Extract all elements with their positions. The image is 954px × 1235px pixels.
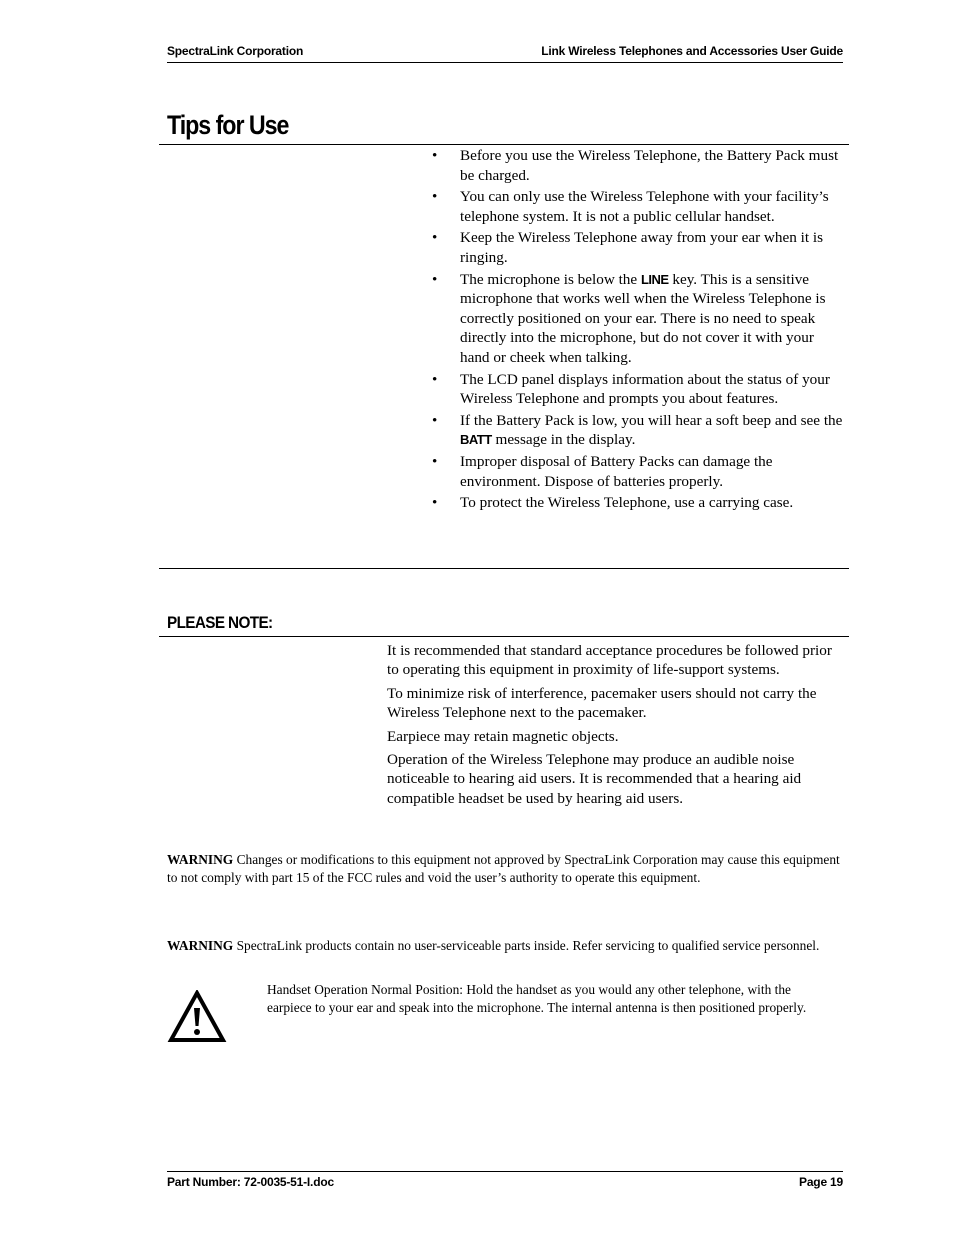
tips-list xyxy=(430,146,845,515)
note-paragraph: To minimize risk of interference, pacemaker users should not carry the Wireless Telephone next to the pacemaker. xyxy=(387,684,817,722)
tip-text: To protect the Wireless Telephone, use a carrying case. xyxy=(460,494,794,512)
list-item xyxy=(430,452,845,491)
bullet-icon: • xyxy=(432,411,438,429)
note-heading-rule xyxy=(159,636,849,637)
note-heading: PLEASE NOTE: xyxy=(167,613,273,632)
bullet-icon: • xyxy=(432,229,438,247)
section-title-rule xyxy=(159,144,849,145)
tip-text-after: key. This is a sensitive microphone that works well when the Wireless Telephone is correctly positioned on your ear. There is no need to speak directly into the microphone, but do not cover it with your hand or cheek when talking. xyxy=(460,270,826,366)
bullet-icon: • xyxy=(432,270,438,288)
tip-text: The LCD panel displays information about the status of your Wireless Telephone and prompts you about features. xyxy=(460,370,830,408)
tip-text-before: If the Battery Pack is low, you will hear a soft beep and see the xyxy=(460,411,843,429)
tip-text: Improper disposal of Battery Packs can damage the environment. Dispose of batteries properly. xyxy=(460,452,773,490)
list-item xyxy=(430,187,845,226)
tip-text-after: message in the display. xyxy=(491,431,636,449)
caution-text: Handset Operation Normal Position: Hold the handset as you would any other telephone, with the earpiece to your ear and speak into the microphone. The internal antenna is then positioned properly. xyxy=(267,982,807,1015)
warning-text: SpectraLink products contain no user-serviceable parts inside. Refer servicing to qualified service personnel. xyxy=(233,938,820,953)
page-header xyxy=(167,43,843,63)
header-guide-title: Link Wireless Telephones and Accessories User Guide xyxy=(541,44,843,58)
warning-triangle-icon xyxy=(167,990,227,1044)
section-divider xyxy=(159,568,849,569)
list-item xyxy=(430,228,845,267)
warning-text: Changes or modifications to this equipment not approved by SpectraLink Corporation may cause this equipment to not comply with part 15 of the FCC rules and void the user’s authority to operate this equipment. xyxy=(167,852,840,885)
notes-block xyxy=(387,641,845,812)
warning-fcc xyxy=(167,851,843,886)
line-key-label: LINE xyxy=(640,271,669,287)
list-item xyxy=(430,411,845,450)
footer-part-number: Part Number: 72-0035-51-I.doc xyxy=(167,1175,334,1189)
tip-text: Keep the Wireless Telephone away from your ear when it is ringing. xyxy=(460,229,823,266)
bullet-icon: • xyxy=(432,452,438,470)
bullet-icon: • xyxy=(432,147,438,164)
footer-page-number: Page 19 xyxy=(799,1175,843,1189)
list-item xyxy=(430,493,845,513)
page-footer xyxy=(167,1171,843,1192)
note-paragraph: It is recommended that standard acceptance procedures be followed prior to operating this equipment in proximity of life-support systems. xyxy=(387,642,832,679)
tip-text: Before you use the Wireless Telephone, the Battery Pack must be charged. xyxy=(460,147,839,184)
note-paragraph: Operation of the Wireless Telephone may produce an audible noise noticeable to hearing aid users. It is recommended that a hearing aid compatible headset be used by hearing aid users. xyxy=(387,751,802,807)
bullet-icon: • xyxy=(432,370,438,388)
warning-label: WARNING xyxy=(167,852,234,867)
bullet-icon: • xyxy=(432,188,438,206)
list-item xyxy=(430,370,845,409)
bullet-icon: • xyxy=(432,494,438,512)
warning-label: WARNING xyxy=(167,938,234,953)
header-company: SpectraLink Corporation xyxy=(167,44,304,58)
warning-service xyxy=(167,937,843,955)
batt-message-label: BATT xyxy=(460,432,492,448)
tip-text: You can only use the Wireless Telephone with your facility’s telephone system. It is not a public cellular handset. xyxy=(460,188,829,225)
tip-text-before: The microphone is below the xyxy=(460,270,641,288)
list-item xyxy=(430,146,845,185)
note-paragraph: Earpiece may retain magnetic objects. xyxy=(387,727,619,745)
list-item xyxy=(430,270,845,368)
section-title: Tips for Use xyxy=(167,110,289,140)
